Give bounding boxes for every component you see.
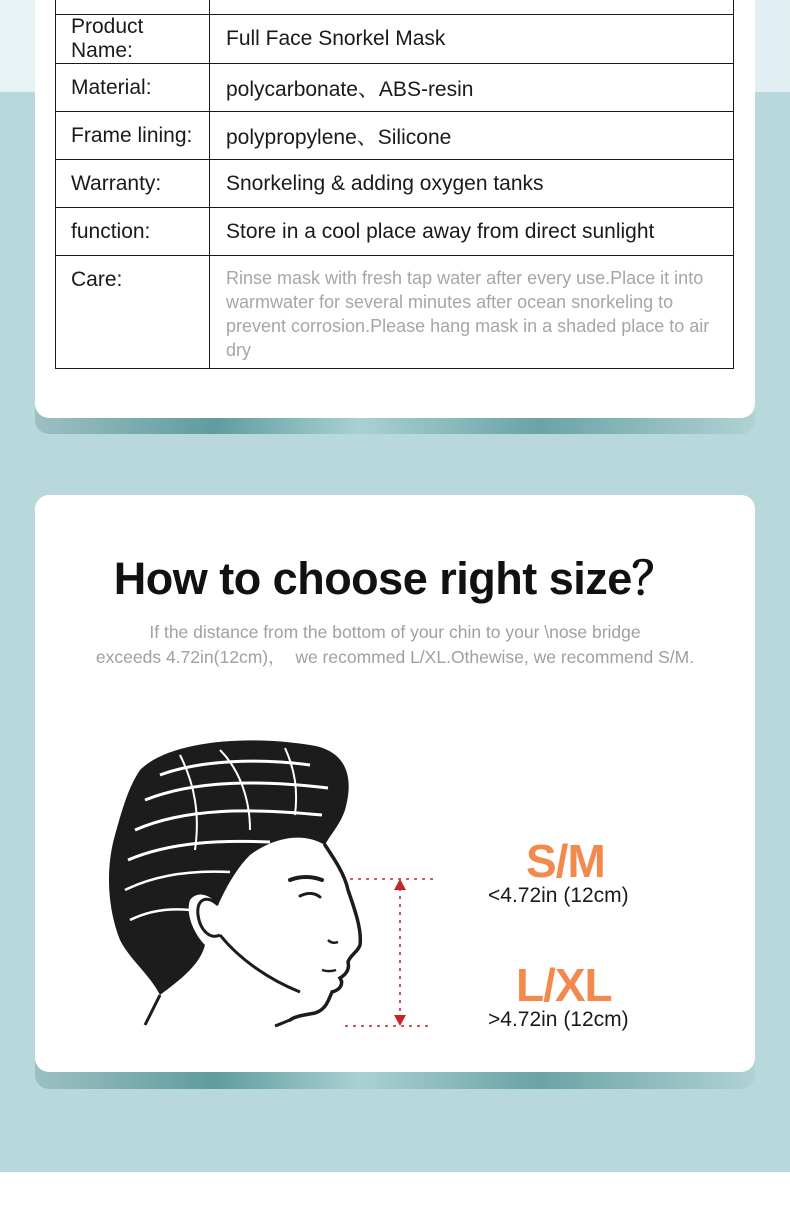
table-row [56, 15, 734, 64]
spec-label: Frame lining: [56, 112, 210, 160]
table-row [56, 160, 734, 208]
size-guide-title: How to choose right size？ [113, 553, 677, 604]
spec-table [55, 0, 734, 369]
spec-label: Warranty: [56, 160, 210, 208]
size-sm-label: S/M [526, 835, 605, 887]
spec-value: Snorkeling & adding oxygen tanks [210, 160, 734, 208]
size-lxl-note: >4.72in (12cm) [488, 1008, 629, 1031]
size-guide-subtitle [35, 620, 755, 670]
subtitle-line: exceeds 4.72in(12cm)， we recommed L/XL.Othewise, we recommend S/M. [95, 647, 695, 667]
subtitle-line: If the distance from the bottom of your chin to your \nose bridge [149, 622, 641, 642]
spec-value: Store in a cool place away from direct sunlight [210, 208, 734, 256]
spec-label: Care: [56, 256, 210, 369]
measurement-guide [345, 870, 445, 1030]
spec-value: polypropylene、Silicone [210, 112, 734, 160]
size-sm-note: <4.72in (12cm) [488, 884, 629, 907]
spec-label: Product Name: [56, 15, 210, 64]
spec-value: Full Face Snorkel Mask [210, 15, 734, 64]
table-row [56, 256, 734, 369]
spec-label: function: [56, 208, 210, 256]
spec-value: polycarbonate、ABS-resin [210, 64, 734, 112]
table-row [56, 208, 734, 256]
table-row [56, 64, 734, 112]
care-instructions: Rinse mask with fresh tap water after every use.Place it into warmwater for several minutes after ocean snorkeling to prevent corrosion.Please hang mask in a shaded place to air dry [226, 268, 710, 360]
table-row [56, 112, 734, 160]
size-lxl-label: L/XL [516, 959, 612, 1011]
table-row [56, 0, 734, 15]
spec-label: Material: [56, 64, 210, 112]
